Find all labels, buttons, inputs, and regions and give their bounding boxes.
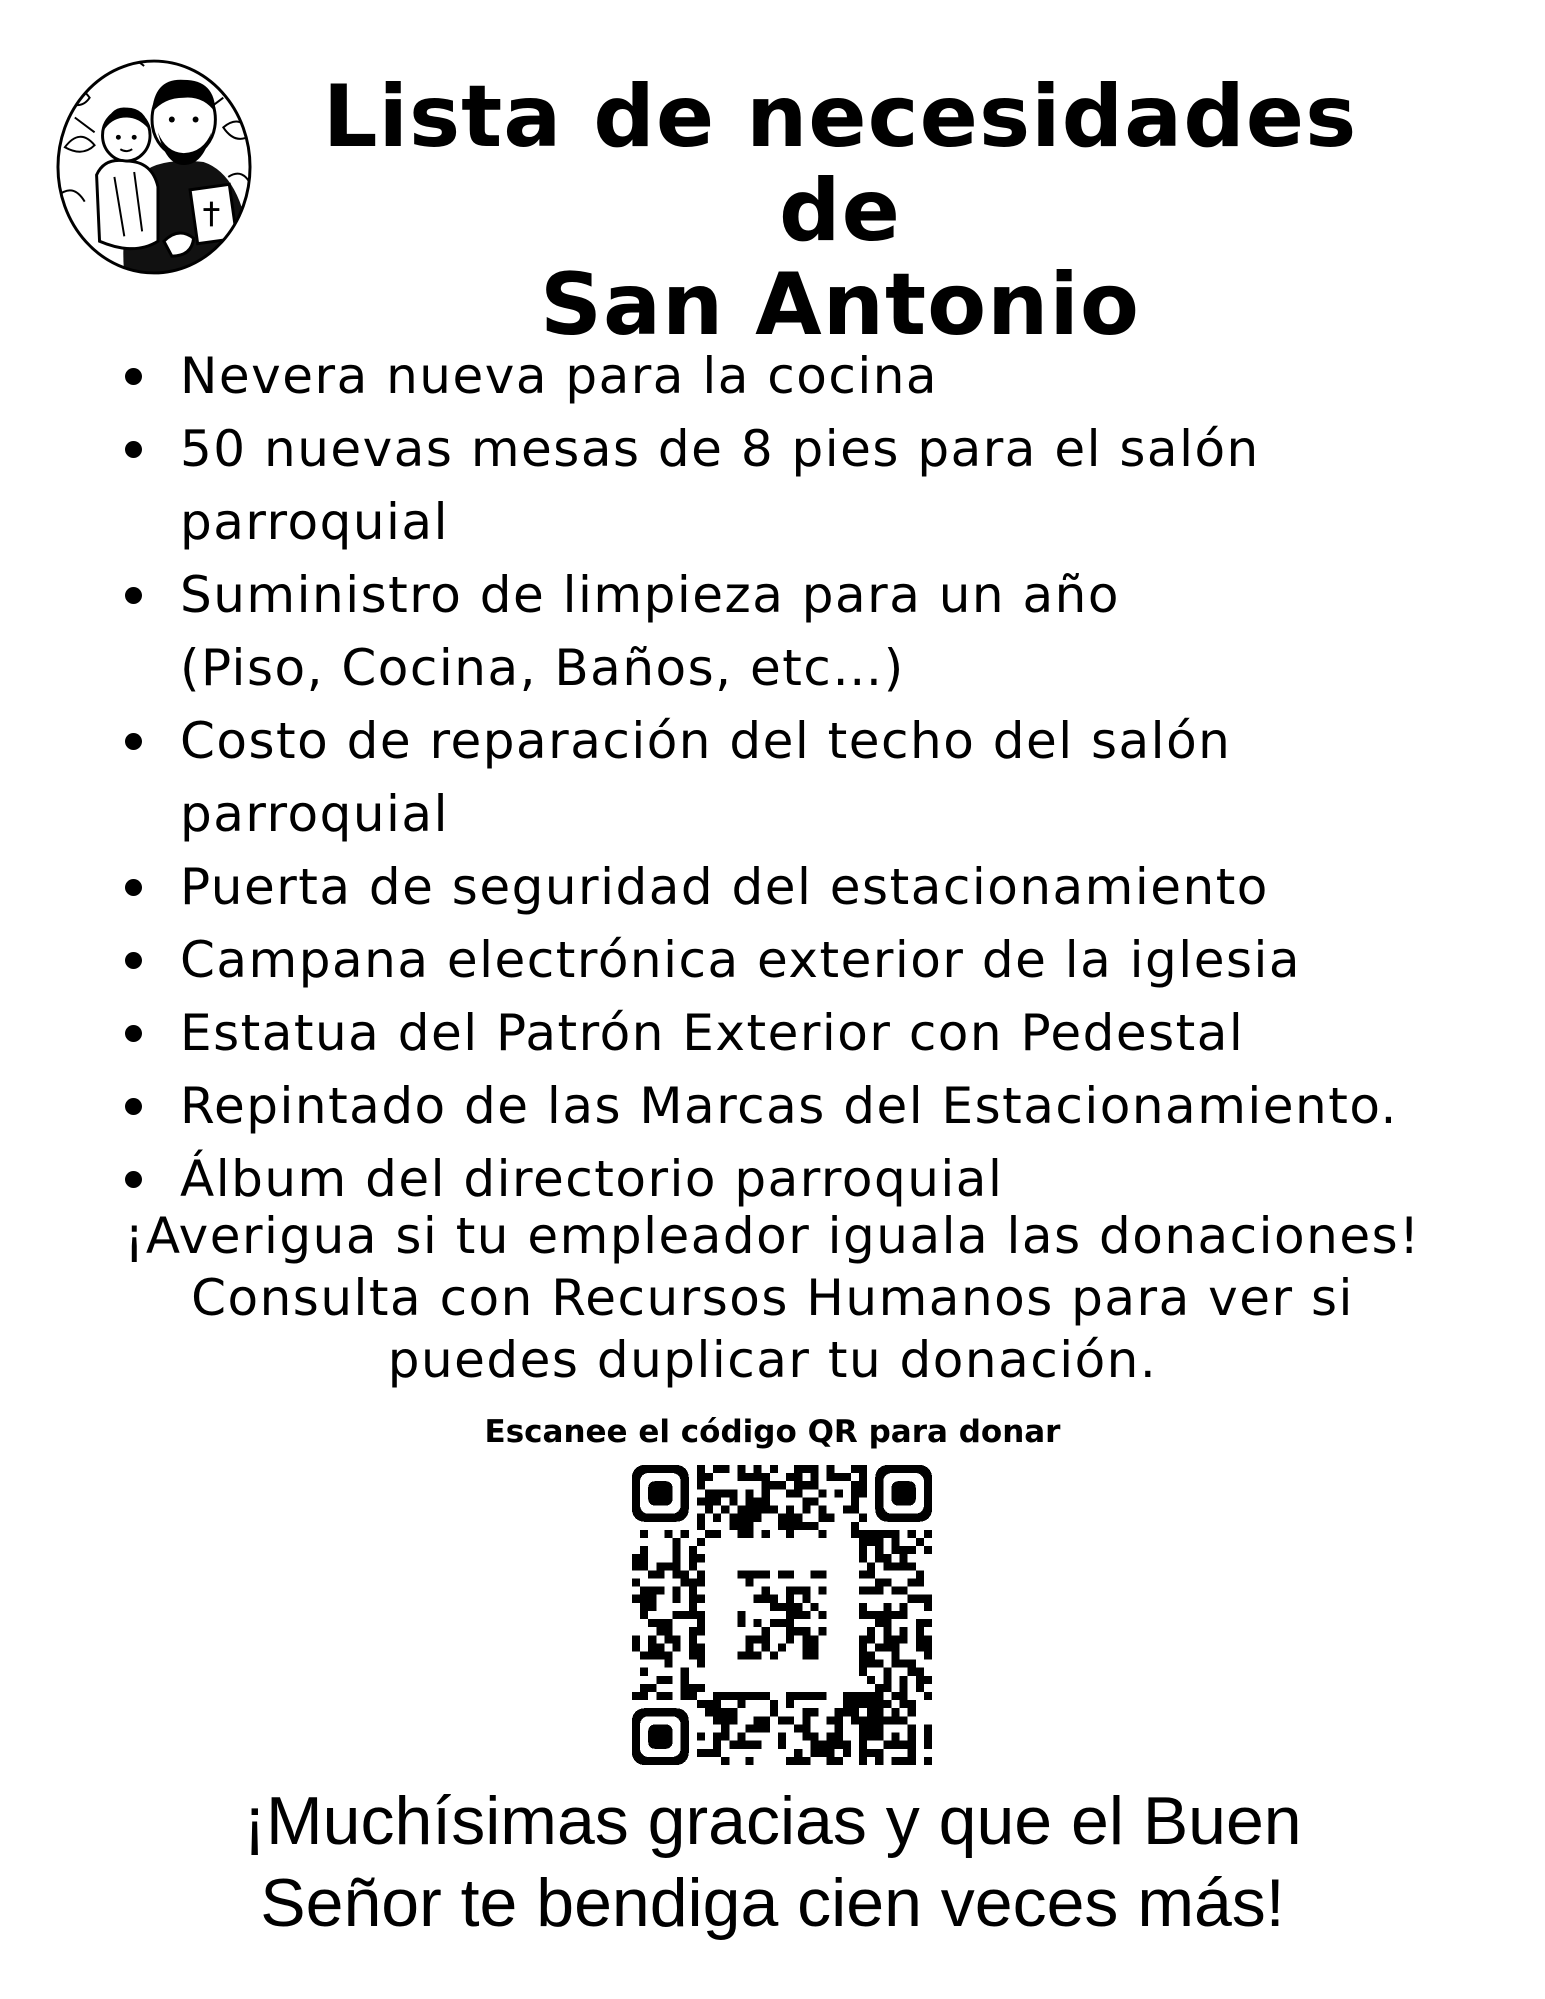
needs-list: [125, 340, 1505, 1216]
donation-qr-code-icon[interactable]: [632, 1465, 932, 1765]
list-item-text: parroquial: [180, 493, 449, 551]
closing-blessing: [0, 1780, 1545, 1944]
closing-line: ¡Muchísimas gracias y que el Buen: [243, 1783, 1302, 1859]
flyer-header: [0, 50, 1545, 355]
appeal-line: puedes duplicar tu donación.: [387, 1331, 1158, 1389]
list-item: [125, 559, 1505, 705]
title-line: Lista de necesidades de: [322, 67, 1358, 261]
list-item: [125, 413, 1505, 559]
list-item-text: Suministro de limpieza para un año: [180, 566, 1120, 624]
appeal-line: ¡Averigua si tu empleador iguala las donaciones!: [124, 1207, 1421, 1265]
list-item-text: Repintado de las Marcas del Estacionamiento.: [180, 1077, 1398, 1135]
bullet-icon: [125, 368, 142, 385]
list-item: [125, 705, 1505, 851]
page-title: [270, 67, 1410, 355]
bullet-icon: [125, 879, 142, 896]
list-item-text: (Piso, Cocina, Baños, etc…): [180, 639, 905, 697]
list-item: [125, 1070, 1505, 1143]
title-line: San Antonio: [540, 255, 1140, 355]
bullet-icon: [125, 1171, 142, 1188]
list-item: [125, 340, 1505, 413]
appeal-line: Consulta con Recursos Humanos para ver si: [191, 1269, 1354, 1327]
bullet-icon: [125, 441, 142, 458]
bullet-icon: [125, 1098, 142, 1115]
list-item: [125, 851, 1505, 924]
list-item-text: 50 nuevas mesas de 8 pies para el salón: [180, 420, 1260, 478]
qr-caption: Escanee el código QR para donar: [484, 1414, 1061, 1450]
list-item-text: Puerta de seguridad del estacionamiento: [180, 858, 1269, 916]
list-item-text: Nevera nueva para la cocina: [180, 347, 939, 405]
bullet-icon: [125, 952, 142, 969]
closing-line: Señor te bendiga cien veces más!: [260, 1865, 1285, 1941]
bullet-icon: [125, 733, 142, 750]
bullet-icon: [125, 587, 142, 604]
employer-match-appeal: [60, 1205, 1485, 1391]
list-item: [125, 924, 1505, 997]
list-item-text: Estatua del Patrón Exterior con Pedestal: [180, 1004, 1245, 1062]
list-item-text: Campana electrónica exterior de la iglesia: [180, 931, 1302, 989]
list-item: [125, 997, 1505, 1070]
list-item-text: Costo de reparación del techo del salón parroquial: [180, 712, 1232, 843]
list-item-text: Álbum del directorio parroquial: [180, 1150, 1004, 1208]
saint-anthony-logo-icon: [55, 58, 253, 276]
bullet-icon: [125, 1025, 142, 1042]
